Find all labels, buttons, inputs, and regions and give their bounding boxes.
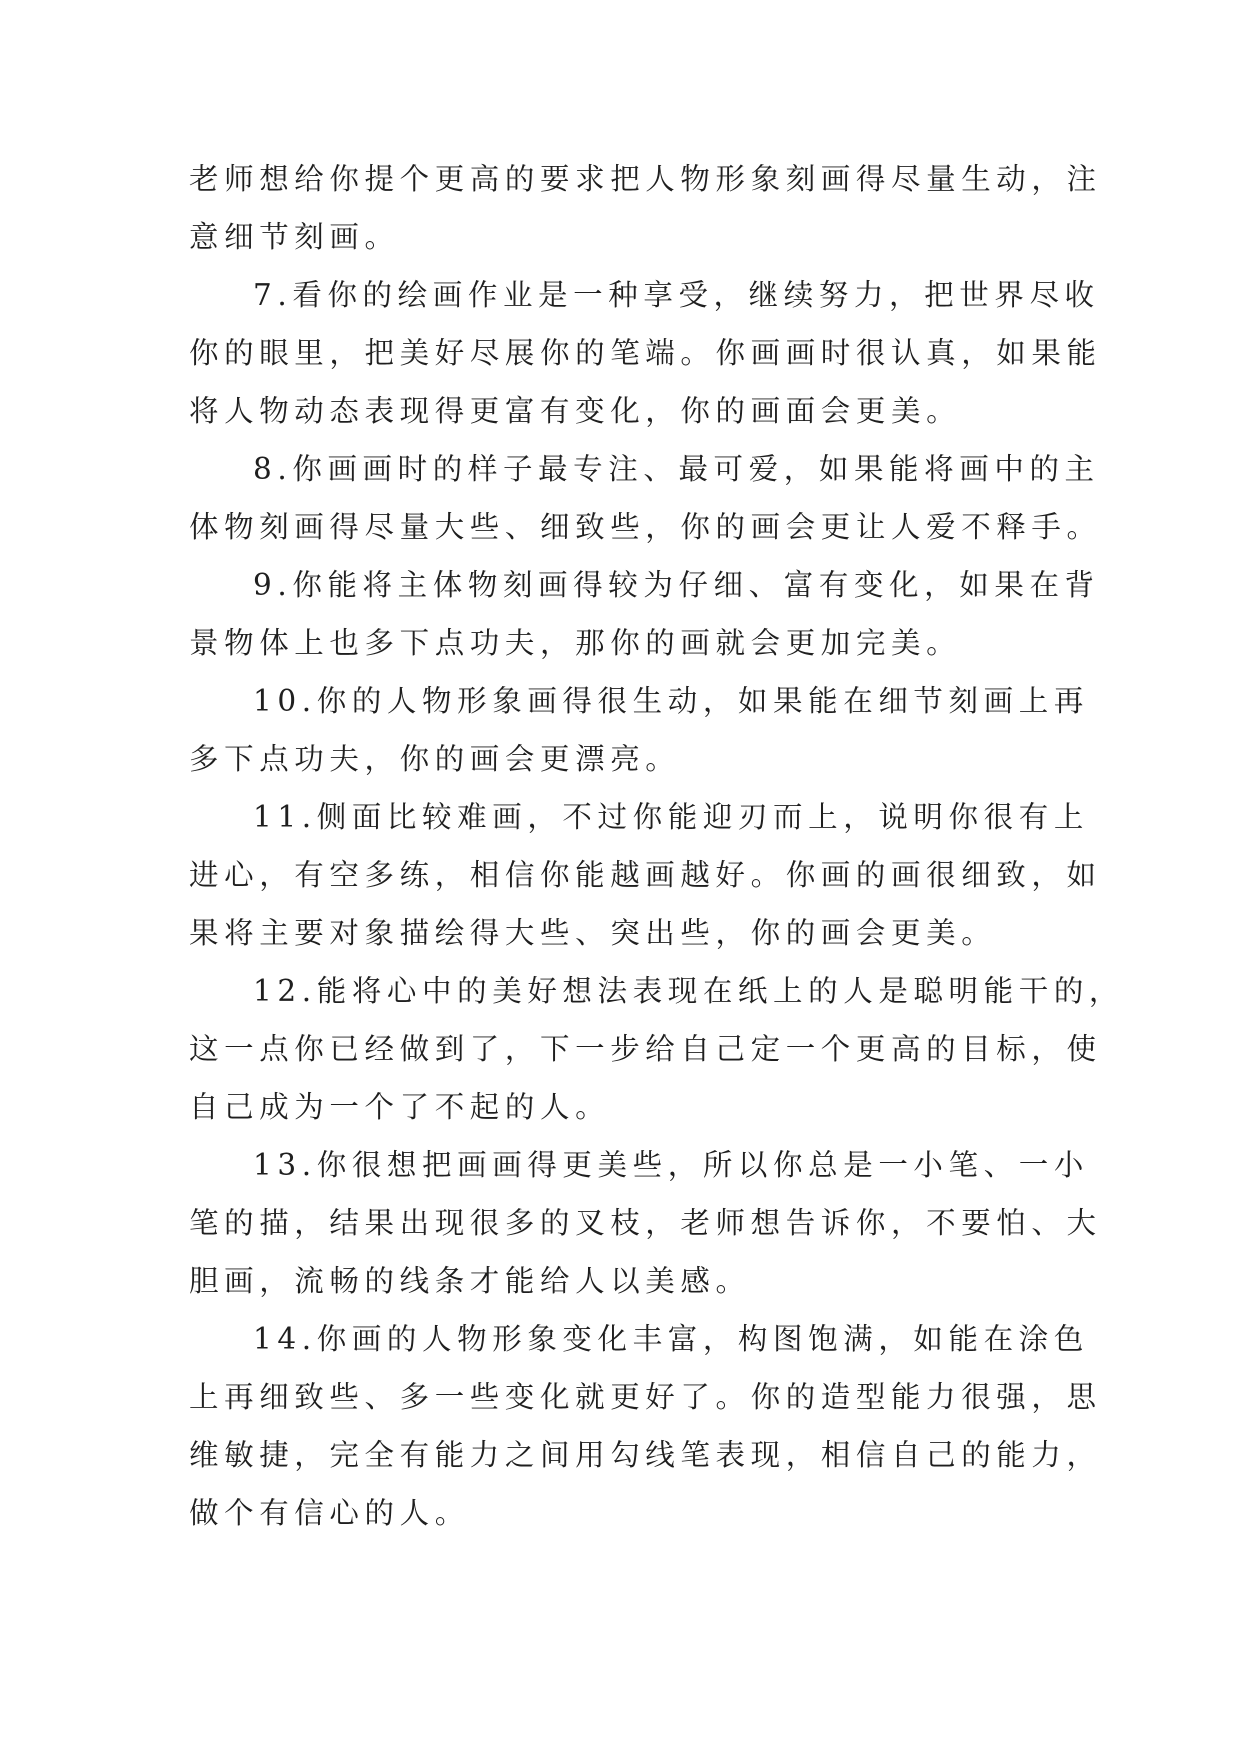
text-line: 将人物动态表现得更富有变化，你的画面会更美。 [189,394,962,428]
text-line: 做个有信心的人。 [189,1496,470,1530]
text-line: 这一点你已经做到了，下一步给自己定一个更高的目标，使 [189,1032,1102,1066]
paragraph-start: 10.你的人物形象画得很生动，如果能在细节刻画上再 [253,684,1089,718]
paragraph-start: 12.能将心中的美好想法表现在纸上的人是聪明能干的， [253,974,1125,1008]
paragraph-start: 14.你画的人物形象变化丰富，构图饱满，如能在涂色 [253,1322,1089,1356]
text-line: 意细节刻画。 [189,220,400,254]
paragraph-start: 9.你能将主体物刻画得较为仔细、富有变化，如果在背 [253,568,1100,602]
text-line: 体物刻画得尽量大些、细致些，你的画会更让人爱不释手。 [189,510,1102,544]
paragraph-start: 7.看你的绘画作业是一种享受，继续努力，把世界尽收 [253,278,1100,312]
text-line: 进心，有空多练，相信你能越画越好。你画的画很细致，如 [189,858,1102,892]
document-body [189,150,1125,1542]
text-line: 多下点功夫，你的画会更漂亮。 [189,742,681,776]
paragraph-start: 13.你很想把画画得更美些，所以你总是一小笔、一小 [253,1148,1089,1182]
text-line: 维敏捷，完全有能力之间用勾线笔表现，相信自己的能力， [189,1438,1102,1472]
text-line: 自己成为一个了不起的人。 [189,1090,611,1124]
paragraph-start: 8.你画画时的样子最专注、最可爱，如果能将画中的主 [253,452,1100,486]
text-line: 你的眼里，把美好尽展你的笔端。你画画时很认真，如果能 [189,336,1102,370]
text-line: 果将主要对象描绘得大些、突出些，你的画会更美。 [189,916,997,950]
text-line: 笔的描，结果出现很多的叉枝，老师想告诉你，不要怕、大 [189,1206,1102,1240]
text-line: 胆画，流畅的线条才能给人以美感。 [189,1264,751,1298]
paragraph-start: 11.侧面比较难画，不过你能迎刃而上，说明你很有上 [253,800,1089,834]
text-line: 上再细致些、多一些变化就更好了。你的造型能力很强，思 [189,1380,1102,1414]
text-line: 景物体上也多下点功夫，那你的画就会更加完美。 [189,626,962,660]
text-line: 老师想给你提个更高的要求把人物形象刻画得尽量生动，注 [189,162,1102,196]
